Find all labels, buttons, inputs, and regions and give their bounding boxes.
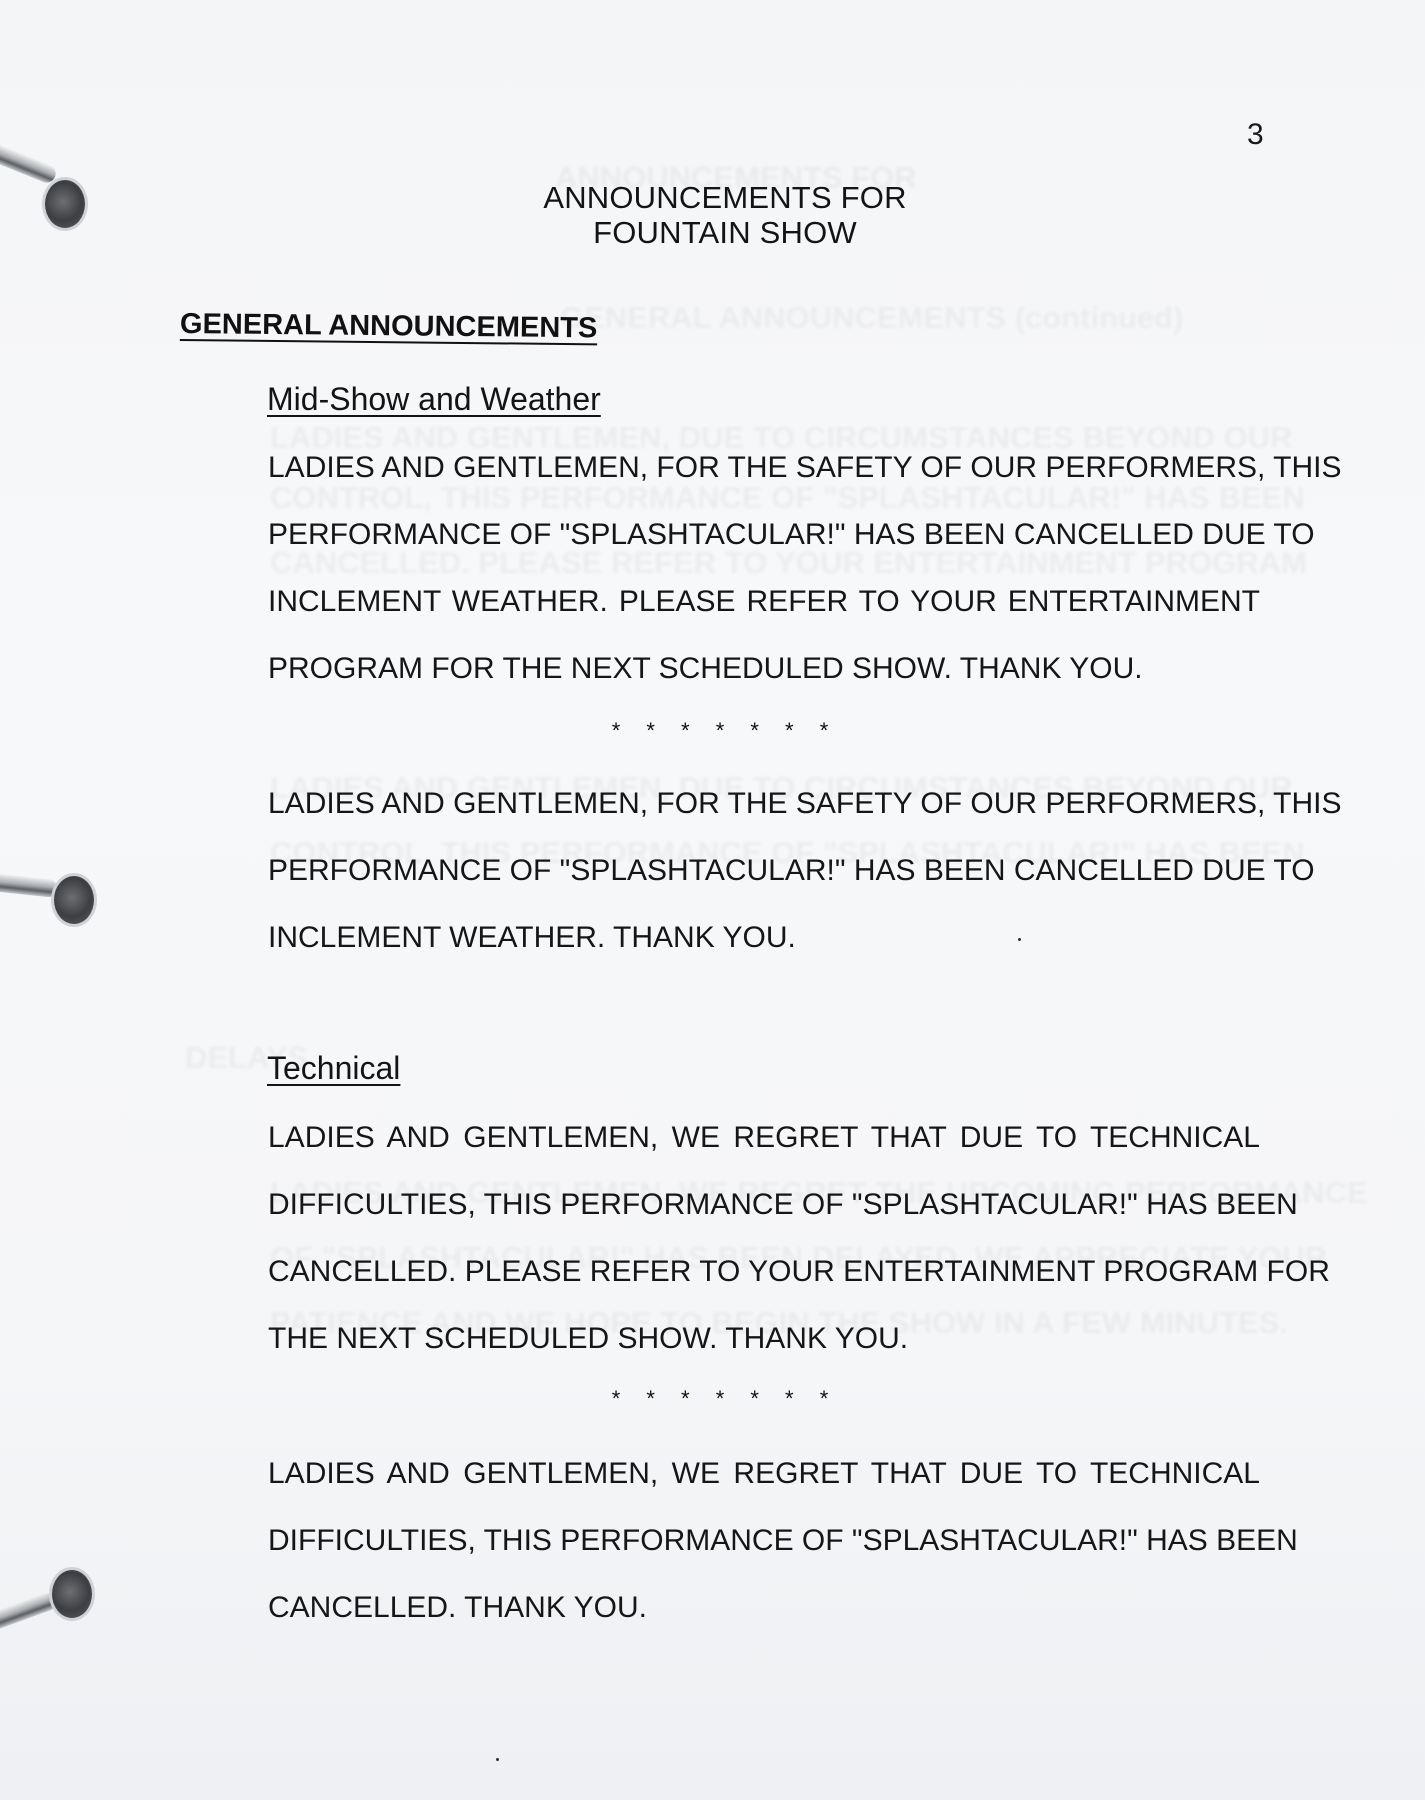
text-line: CANCELLED. PLEASE REFER TO YOUR ENTERTAINMENT PROGRAM FOR [268, 1255, 1330, 1288]
bleed-through-decoration [560, 300, 1183, 336]
text-line: THE NEXT SCHEDULED SHOW. THANK YOU. [268, 1322, 909, 1355]
text-line: LADIES AND GENTLEMEN, FOR THE SAFETY OF OUR PERFORMERS, THIS [268, 451, 1342, 484]
text-line: LADIES AND GENTLEMEN, WE REGRET THAT DUE TO TECHNICAL [268, 1121, 1260, 1154]
binder-hole [54, 876, 94, 924]
text-line: PERFORMANCE OF "SPLASHTACULAR!" HAS BEEN CANCELLED DUE TO [268, 518, 1315, 551]
text-line: DIFFICULTIES, THIS PERFORMANCE OF "SPLASHTACULAR!" HAS BEEN [268, 1524, 1298, 1557]
separator-stars: * * * * * * * [611, 718, 839, 743]
page-number: 3 [1247, 118, 1264, 151]
text-line: INCLEMENT WEATHER. THANK YOU. [268, 921, 796, 954]
section-heading: GENERAL ANNOUNCEMENTS [179, 308, 598, 345]
paper-speck [1018, 938, 1021, 941]
subsection-heading-technical: Technical [267, 1050, 401, 1086]
paper-speck [496, 1758, 499, 1761]
text-line: CANCELLED. THANK YOU. [268, 1591, 647, 1624]
binder-ring [0, 141, 58, 186]
text-line: PERFORMANCE OF "SPLASHTACULAR!" HAS BEEN CANCELLED DUE TO [268, 854, 1315, 887]
page-title-line-2: FOUNTAIN SHOW [593, 215, 857, 250]
announcement-weather-1 [268, 434, 1342, 702]
binder-hole [52, 1570, 92, 1618]
binder-ring [0, 871, 58, 897]
text-line: INCLEMENT WEATHER. PLEASE REFER TO YOUR ENTERTAINMENT [268, 585, 1260, 618]
announcement-technical-2 [268, 1440, 1298, 1641]
separator-stars: * * * * * * * [611, 1386, 839, 1411]
announcement-weather-2 [268, 770, 1342, 971]
text-line: DIFFICULTIES, THIS PERFORMANCE OF "SPLASHTACULAR!" HAS BEEN [268, 1188, 1298, 1221]
text-line: LADIES AND GENTLEMEN, WE REGRET THAT DUE TO TECHNICAL [268, 1457, 1260, 1490]
announcement-technical-1 [268, 1104, 1330, 1372]
text-line: LADIES AND GENTLEMEN, FOR THE SAFETY OF OUR PERFORMERS, THIS [268, 787, 1342, 820]
binder-ring [0, 1591, 58, 1635]
text-line: PROGRAM FOR THE NEXT SCHEDULED SHOW. THANK YOU. [268, 652, 1143, 685]
page-title-line-1: ANNOUNCEMENTS FOR [543, 180, 907, 215]
subsection-heading-weather: Mid-Show and Weather [267, 381, 601, 417]
